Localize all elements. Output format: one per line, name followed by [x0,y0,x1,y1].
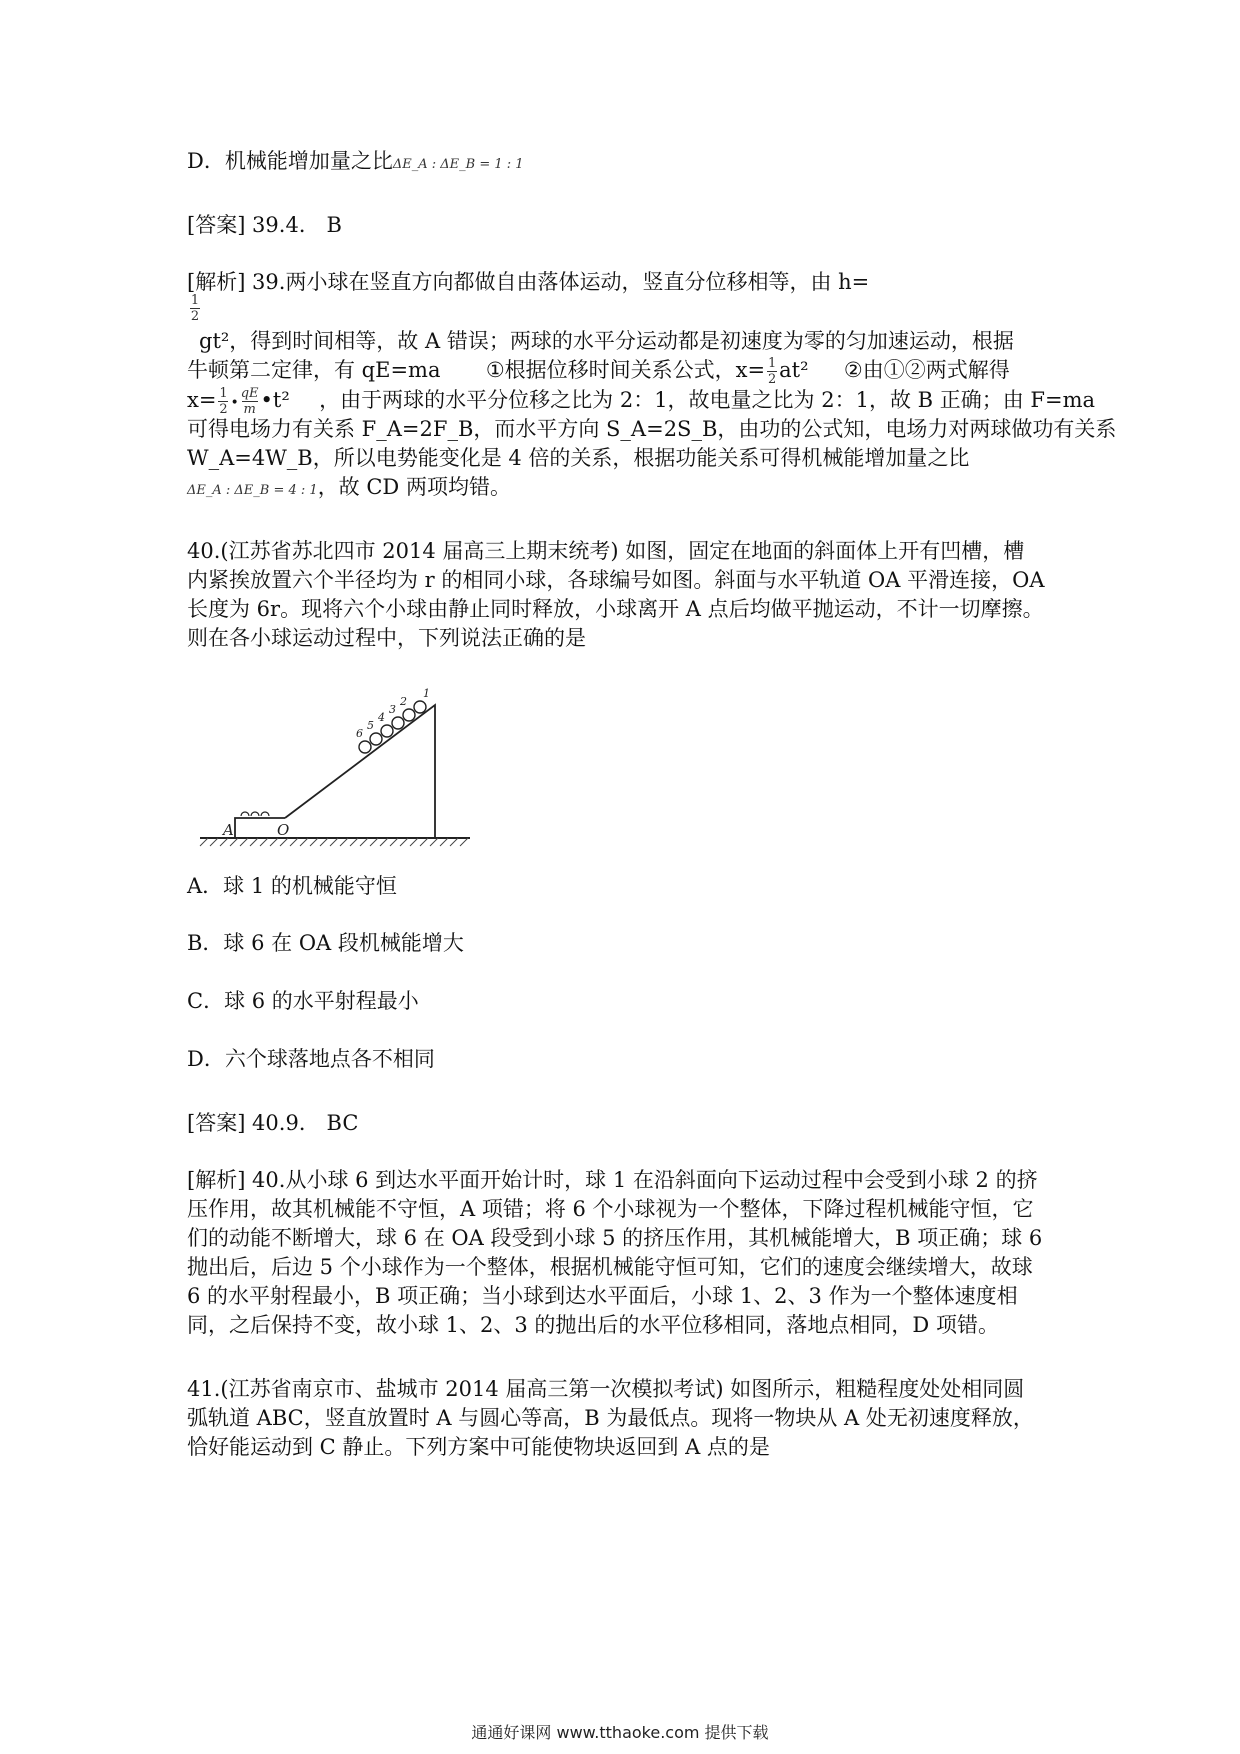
q40-option-b: B．球 6 在 OA 段机械能增大 [187,931,464,955]
q40-analysis-line-2: 压作用，故其机械能不守恒，A 项错；将 6 个小球视为一个整体，下降过程机械能守恒，它 [187,1197,1034,1221]
q41-stem-line-3: 恰好能运动到 C 静止。下列方案中可能使物块返回到 A 点的是 [187,1435,770,1459]
q40-stem-line-3: 长度为 6r。现将六个小球由静止同时释放，小球离开 A 点后均做平抛运动，不计一切摩擦。 [187,597,1044,621]
q39-analysis-line-5: 可得电场力有关系 F_A=2F_B，而水平方向 S_A=2S_B，由功的公式知，电场力对两球做功有关系 [187,417,1117,441]
ball-label-2: 2 [400,695,407,708]
q40-analysis-line-6: 同，之后保持不变，故小球 1、2、3 的抛出后的水平位移相同，落地点相同，D 项错。 [187,1313,999,1337]
q40-stem-line-1: 40.(江苏省苏北四市 2014 届高三上期末统考) 如图，固定在地面的斜面体上开有凹槽，槽 [187,539,1025,563]
q39-l3-part-b: ①根据位移时间关系公式，x= [485,358,766,382]
q41-stem-line-1: 41.(江苏省南京市、盐城市 2014 届高三第一次模拟考试) 如图所示，粗糙程度处处相同圆 [187,1377,1025,1401]
q40-option-d: D．六个球落地点各不相同 [187,1047,435,1071]
point-o-label: O [277,821,290,839]
half-fraction-1: 1 2 [190,293,200,324]
half-fraction-2: $\frac{1}{2}$ [767,356,777,387]
q39-l4-part-a: x= [187,388,217,412]
q40-stem-line-4: 则在各小球运动过程中，下列说法正确的是 [187,626,586,650]
ball-label-1: 1 [423,687,430,700]
q40-stem-line-2: 内紧挨放置六个半径均为 r 的相同小球，各球编号如图。斜面与水平轨道 OA 平滑连接，OA [187,568,1045,592]
q40-answer: [答案] 40.9． BC [187,1111,359,1135]
ball-2 [403,709,415,721]
q39-analysis-line-6: W_A=4W_B，所以电势能变化是 4 倍的关系，根据功能关系可得机械能增加量之比 [187,446,970,470]
q39-l3-part-d: ②由①②两式解得 [843,358,1010,382]
ball-5 [370,733,382,745]
q39-analysis-line-7 [187,473,511,505]
q40-analysis-line-1: [解析] 40.从小球 6 到达水平面开始计时，球 1 在沿斜面向下运动过程中会受到小球 2 的挤 [187,1168,1038,1192]
q40-analysis-line-5: 6 的水平射程最小，B 项正确；当小球到达水平面后，小球 1、2、3 作为一个整体速度相 [187,1284,1018,1308]
ball-label-6: 6 [356,727,363,740]
ball-1 [414,701,426,713]
point-a-label: A [223,821,234,839]
ball-6 [359,741,371,753]
q39-l7-text: ，故 CD 两项均错。 [317,475,511,499]
page-footer: 通通好课网 www.tthaoke.com 提供下载 [471,1723,769,1742]
q39-analysis-line-4: x= $\frac{1}{2}$ • $\frac{qE}{m}$ •t² ，由于两球的水平分位移之比为 2：1，故电量之比为 2：1，故 B 正确；由 F=ma [187,386,1096,417]
half-fraction-3: $\frac{1}{2}$ [219,386,228,417]
q39-option-d-text: D．机械能增加量之比 [187,149,393,173]
q41-stem-line-2: 弧轨道 ABC，竖直放置时 A 与圆心等高，B 为最低点。现将一物块从 A 处无初速度释放， [187,1406,1034,1430]
ball-label-3: 3 [389,703,396,716]
q39-analysis-line-3 [187,356,1010,386]
qe-over-m-fraction: $\frac{qE}{m}$ [240,386,259,417]
ball-label-5: 5 [367,719,374,732]
ball-label-4: 4 [378,711,385,724]
q39-l4-part-b: •t² [260,388,290,412]
q39-option-d [187,147,524,179]
incline-surface [285,705,435,838]
q39-answer: [答案] 39.4． B [187,213,342,237]
q40-option-a: A．球 1 的机械能守恒 [187,874,397,898]
ground-hatching [200,838,468,846]
incline-balls-figure [195,680,475,870]
q39-analysis-line-2-text: gt²，得到时间相等，故 A 错误；两球的水平分运动都是初速度为零的匀加速运动，根据 [199,329,1014,353]
ball-4 [381,725,393,737]
q39-l7-formula: ΔE_A : ΔE_B = 4 : 1 [187,483,318,498]
platform-arcs [241,812,269,816]
q39-l3-part-c: at² [779,358,809,382]
q39-analysis-line-1: [解析] 39.两小球在竖直方向都做自由落体运动，竖直分位移相等，由 h= [187,270,870,294]
q39-l3-part-a: 牛顿第二定律，有 qE=ma [187,358,441,382]
q40-analysis-line-4: 抛出后，后边 5 个小球作为一个整体，根据机械能守恒可知，它们的速度会继续增大，故球 [187,1255,1033,1279]
q40-analysis-line-3: 们的动能不断增大，球 6 在 OA 段受到小球 5 的挤压作用，其机械能增大，B 项正确；球 6 [187,1226,1043,1250]
q40-option-c: C．球 6 的水平射程最小 [187,989,419,1013]
q39-l4-part-c: ，由于两球的水平分位移之比为 2：1，故电量之比为 2：1，故 B 正确；由 F=ma [319,388,1096,412]
ball-3 [392,717,404,729]
q39-option-d-formula: ΔE_A : ΔE_B = 1 : 1 [392,157,524,172]
q39-analysis-line-2 [187,327,1014,356]
